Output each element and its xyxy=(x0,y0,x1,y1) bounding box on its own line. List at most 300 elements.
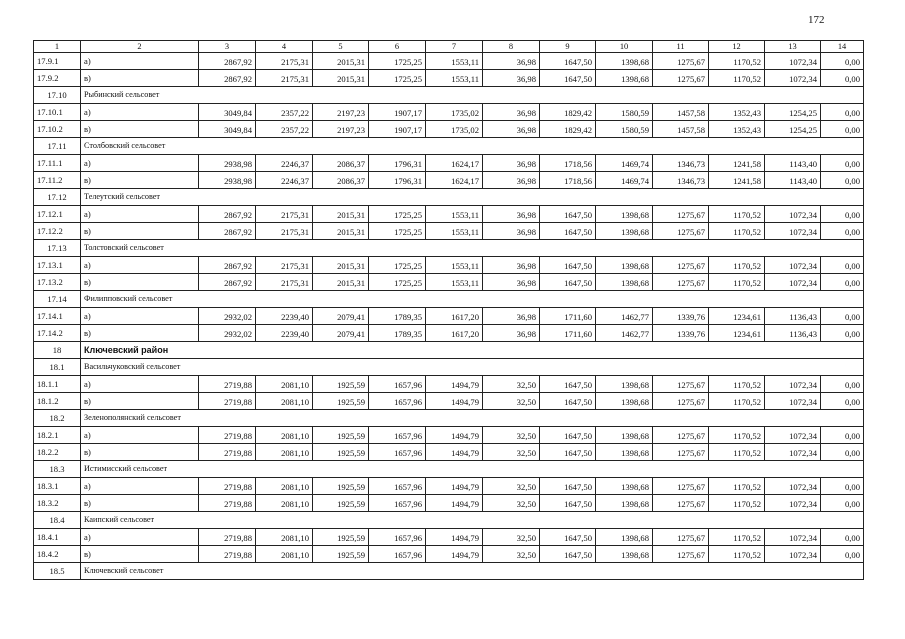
row-code: 18.1.1 xyxy=(34,376,81,393)
value-cell: 2081,10 xyxy=(256,546,313,563)
header-row xyxy=(34,41,864,53)
value-cell: 1170,52 xyxy=(709,223,765,240)
value-cell: 1553,11 xyxy=(426,257,483,274)
row-code: 17.13.1 xyxy=(34,257,81,274)
table-row xyxy=(34,223,864,240)
section-row xyxy=(34,359,864,376)
value-cell: 1925,59 xyxy=(313,529,369,546)
value-cell: 1494,79 xyxy=(426,393,483,410)
value-cell: 1275,67 xyxy=(653,495,709,512)
settlement-name: Васильчуковский сельсовет xyxy=(81,359,864,376)
value-cell: 1398,68 xyxy=(596,529,653,546)
value-cell: 1907,17 xyxy=(369,121,426,138)
value-cell: 1275,67 xyxy=(653,444,709,461)
value-cell: 1647,50 xyxy=(540,206,596,223)
column-header: 9 xyxy=(540,41,596,53)
value-cell: 1553,11 xyxy=(426,223,483,240)
row-label: а) xyxy=(81,376,199,393)
value-cell: 1234,61 xyxy=(709,325,765,342)
settlement-name: Столбовский сельсовет xyxy=(81,138,864,155)
value-cell: 0,00 xyxy=(821,155,864,172)
value-cell: 0,00 xyxy=(821,308,864,325)
row-code: 18.4.2 xyxy=(34,546,81,563)
value-cell: 1647,50 xyxy=(540,478,596,495)
settlement-name: Телеутский сельсовет xyxy=(81,189,864,206)
value-cell: 32,50 xyxy=(483,478,540,495)
value-cell: 1275,67 xyxy=(653,274,709,291)
column-header: 13 xyxy=(765,41,821,53)
value-cell: 1494,79 xyxy=(426,546,483,563)
value-cell: 32,50 xyxy=(483,393,540,410)
row-code: 17.10 xyxy=(34,87,81,104)
value-cell: 1170,52 xyxy=(709,393,765,410)
row-code: 18.4 xyxy=(34,512,81,529)
row-label: а) xyxy=(81,427,199,444)
value-cell: 1275,67 xyxy=(653,546,709,563)
row-code: 18 xyxy=(34,342,81,359)
row-label: в) xyxy=(81,274,199,291)
row-label: а) xyxy=(81,257,199,274)
table-row xyxy=(34,495,864,512)
table-row xyxy=(34,70,864,87)
value-cell: 2239,40 xyxy=(256,325,313,342)
section-row xyxy=(34,512,864,529)
value-cell: 2867,92 xyxy=(199,257,256,274)
value-cell: 1657,96 xyxy=(369,495,426,512)
section-row xyxy=(34,87,864,104)
value-cell: 1275,67 xyxy=(653,393,709,410)
value-cell: 1657,96 xyxy=(369,546,426,563)
section-row xyxy=(34,563,864,580)
row-code: 17.14 xyxy=(34,291,81,308)
table-row xyxy=(34,393,864,410)
row-code: 17.10.2 xyxy=(34,121,81,138)
value-cell: 1398,68 xyxy=(596,478,653,495)
value-cell: 1170,52 xyxy=(709,376,765,393)
value-cell: 1624,17 xyxy=(426,155,483,172)
value-cell: 1398,68 xyxy=(596,376,653,393)
value-cell: 1275,67 xyxy=(653,427,709,444)
value-cell: 2867,92 xyxy=(199,206,256,223)
table-row xyxy=(34,546,864,563)
value-cell: 1072,34 xyxy=(765,495,821,512)
value-cell: 2719,88 xyxy=(199,478,256,495)
value-cell: 1725,25 xyxy=(369,53,426,70)
value-cell: 1398,68 xyxy=(596,393,653,410)
table-row xyxy=(34,257,864,274)
value-cell: 1072,34 xyxy=(765,70,821,87)
value-cell: 2175,31 xyxy=(256,257,313,274)
value-cell: 1735,02 xyxy=(426,104,483,121)
table-row xyxy=(34,155,864,172)
value-cell: 1647,50 xyxy=(540,427,596,444)
value-cell: 2719,88 xyxy=(199,495,256,512)
row-label: в) xyxy=(81,325,199,342)
value-cell: 1072,34 xyxy=(765,546,821,563)
value-cell: 1647,50 xyxy=(540,223,596,240)
value-cell: 2867,92 xyxy=(199,53,256,70)
value-cell: 1398,68 xyxy=(596,546,653,563)
value-cell: 1553,11 xyxy=(426,206,483,223)
value-cell: 1580,59 xyxy=(596,121,653,138)
value-cell: 1725,25 xyxy=(369,206,426,223)
row-label: в) xyxy=(81,444,199,461)
row-label: в) xyxy=(81,121,199,138)
value-cell: 32,50 xyxy=(483,546,540,563)
row-label: в) xyxy=(81,70,199,87)
value-cell: 1494,79 xyxy=(426,376,483,393)
value-cell: 1234,61 xyxy=(709,308,765,325)
value-cell: 1494,79 xyxy=(426,478,483,495)
value-cell: 3049,84 xyxy=(199,121,256,138)
value-cell: 1072,34 xyxy=(765,223,821,240)
value-cell: 2175,31 xyxy=(256,206,313,223)
row-code: 18.2 xyxy=(34,410,81,427)
row-code: 17.11.2 xyxy=(34,172,81,189)
value-cell: 0,00 xyxy=(821,104,864,121)
row-label: а) xyxy=(81,104,199,121)
column-header: 6 xyxy=(369,41,426,53)
value-cell: 1398,68 xyxy=(596,444,653,461)
value-cell: 2086,37 xyxy=(313,155,369,172)
value-cell: 1647,50 xyxy=(540,376,596,393)
value-cell: 32,50 xyxy=(483,495,540,512)
section-row xyxy=(34,240,864,257)
value-cell: 2015,31 xyxy=(313,206,369,223)
value-cell: 1657,96 xyxy=(369,444,426,461)
value-cell: 1275,67 xyxy=(653,529,709,546)
value-cell: 1072,34 xyxy=(765,376,821,393)
table-row xyxy=(34,376,864,393)
value-cell: 1398,68 xyxy=(596,257,653,274)
value-cell: 0,00 xyxy=(821,121,864,138)
value-cell: 36,98 xyxy=(483,53,540,70)
value-cell: 1494,79 xyxy=(426,529,483,546)
value-cell: 0,00 xyxy=(821,546,864,563)
value-cell: 1136,43 xyxy=(765,308,821,325)
value-cell: 36,98 xyxy=(483,155,540,172)
value-cell: 1718,56 xyxy=(540,155,596,172)
value-cell: 1254,25 xyxy=(765,104,821,121)
column-header: 12 xyxy=(709,41,765,53)
value-cell: 1617,20 xyxy=(426,308,483,325)
value-cell: 0,00 xyxy=(821,53,864,70)
value-cell: 1398,68 xyxy=(596,495,653,512)
row-label: а) xyxy=(81,206,199,223)
value-cell: 0,00 xyxy=(821,393,864,410)
tariff-table xyxy=(33,40,864,580)
value-cell: 1925,59 xyxy=(313,393,369,410)
value-cell: 1925,59 xyxy=(313,546,369,563)
value-cell: 1647,50 xyxy=(540,444,596,461)
value-cell: 1718,56 xyxy=(540,172,596,189)
value-cell: 1617,20 xyxy=(426,325,483,342)
table-row xyxy=(34,104,864,121)
section-row xyxy=(34,461,864,478)
value-cell: 1170,52 xyxy=(709,274,765,291)
value-cell: 2867,92 xyxy=(199,70,256,87)
column-header: 1 xyxy=(34,41,81,53)
row-code: 18.2.1 xyxy=(34,427,81,444)
district-name: Ключевский район xyxy=(81,342,864,359)
section-row xyxy=(34,291,864,308)
value-cell: 2081,10 xyxy=(256,495,313,512)
value-cell: 2719,88 xyxy=(199,529,256,546)
value-cell: 1925,59 xyxy=(313,427,369,444)
value-cell: 1170,52 xyxy=(709,206,765,223)
row-code: 17.14.1 xyxy=(34,308,81,325)
row-code: 18.3.1 xyxy=(34,478,81,495)
value-cell: 3049,84 xyxy=(199,104,256,121)
value-cell: 36,98 xyxy=(483,274,540,291)
settlement-name: Истимисский сельсовет xyxy=(81,461,864,478)
value-cell: 1072,34 xyxy=(765,257,821,274)
table-row xyxy=(34,172,864,189)
section-row xyxy=(34,138,864,155)
value-cell: 1657,96 xyxy=(369,376,426,393)
value-cell: 2015,31 xyxy=(313,70,369,87)
row-code: 18.2.2 xyxy=(34,444,81,461)
value-cell: 2246,37 xyxy=(256,172,313,189)
value-cell: 0,00 xyxy=(821,427,864,444)
value-cell: 2938,98 xyxy=(199,172,256,189)
value-cell: 1647,50 xyxy=(540,70,596,87)
value-cell: 1457,58 xyxy=(653,121,709,138)
row-code: 17.10.1 xyxy=(34,104,81,121)
table-body xyxy=(34,41,864,580)
value-cell: 2015,31 xyxy=(313,53,369,70)
row-label: в) xyxy=(81,393,199,410)
value-cell: 1647,50 xyxy=(540,393,596,410)
column-header: 4 xyxy=(256,41,313,53)
value-cell: 0,00 xyxy=(821,70,864,87)
value-cell: 1553,11 xyxy=(426,53,483,70)
value-cell: 36,98 xyxy=(483,257,540,274)
row-code: 17.13.2 xyxy=(34,274,81,291)
value-cell: 2175,31 xyxy=(256,223,313,240)
value-cell: 1346,73 xyxy=(653,155,709,172)
value-cell: 1907,17 xyxy=(369,104,426,121)
row-code: 18.1.2 xyxy=(34,393,81,410)
column-header: 3 xyxy=(199,41,256,53)
value-cell: 0,00 xyxy=(821,495,864,512)
value-cell: 1170,52 xyxy=(709,70,765,87)
value-cell: 0,00 xyxy=(821,274,864,291)
value-cell: 1462,77 xyxy=(596,325,653,342)
value-cell: 2938,98 xyxy=(199,155,256,172)
value-cell: 1580,59 xyxy=(596,104,653,121)
value-cell: 32,50 xyxy=(483,376,540,393)
value-cell: 1398,68 xyxy=(596,223,653,240)
table-row xyxy=(34,529,864,546)
value-cell: 2719,88 xyxy=(199,393,256,410)
value-cell: 0,00 xyxy=(821,529,864,546)
value-cell: 1925,59 xyxy=(313,478,369,495)
value-cell: 1725,25 xyxy=(369,70,426,87)
value-cell: 0,00 xyxy=(821,478,864,495)
value-cell: 1796,31 xyxy=(369,172,426,189)
value-cell: 2081,10 xyxy=(256,427,313,444)
value-cell: 1275,67 xyxy=(653,257,709,274)
value-cell: 1170,52 xyxy=(709,478,765,495)
value-cell: 2867,92 xyxy=(199,223,256,240)
column-header: 8 xyxy=(483,41,540,53)
settlement-name: Рыбинский сельсовет xyxy=(81,87,864,104)
table-row xyxy=(34,478,864,495)
value-cell: 1925,59 xyxy=(313,444,369,461)
value-cell: 1647,50 xyxy=(540,546,596,563)
value-cell: 2081,10 xyxy=(256,444,313,461)
value-cell: 1170,52 xyxy=(709,53,765,70)
value-cell: 2175,31 xyxy=(256,274,313,291)
value-cell: 1457,58 xyxy=(653,104,709,121)
section-row xyxy=(34,410,864,427)
value-cell: 2867,92 xyxy=(199,274,256,291)
value-cell: 1711,60 xyxy=(540,325,596,342)
row-code: 17.12.2 xyxy=(34,223,81,240)
value-cell: 1398,68 xyxy=(596,206,653,223)
value-cell: 1275,67 xyxy=(653,206,709,223)
value-cell: 1072,34 xyxy=(765,478,821,495)
value-cell: 2079,41 xyxy=(313,325,369,342)
value-cell: 1647,50 xyxy=(540,257,596,274)
row-label: а) xyxy=(81,478,199,495)
value-cell: 1789,35 xyxy=(369,308,426,325)
value-cell: 2175,31 xyxy=(256,70,313,87)
value-cell: 1072,34 xyxy=(765,274,821,291)
value-cell: 2719,88 xyxy=(199,444,256,461)
row-code: 17.12 xyxy=(34,189,81,206)
value-cell: 1647,50 xyxy=(540,529,596,546)
value-cell: 1275,67 xyxy=(653,53,709,70)
row-label: в) xyxy=(81,223,199,240)
row-code: 18.1 xyxy=(34,359,81,376)
value-cell: 1711,60 xyxy=(540,308,596,325)
value-cell: 2015,31 xyxy=(313,257,369,274)
value-cell: 1657,96 xyxy=(369,529,426,546)
row-code: 17.11 xyxy=(34,138,81,155)
value-cell: 1494,79 xyxy=(426,444,483,461)
row-label: а) xyxy=(81,53,199,70)
value-cell: 1143,40 xyxy=(765,155,821,172)
value-cell: 1072,34 xyxy=(765,206,821,223)
value-cell: 36,98 xyxy=(483,121,540,138)
value-cell: 1553,11 xyxy=(426,274,483,291)
value-cell: 1143,40 xyxy=(765,172,821,189)
value-cell: 0,00 xyxy=(821,206,864,223)
value-cell: 1462,77 xyxy=(596,308,653,325)
value-cell: 1398,68 xyxy=(596,427,653,444)
value-cell: 1352,43 xyxy=(709,104,765,121)
value-cell: 1275,67 xyxy=(653,70,709,87)
value-cell: 2079,41 xyxy=(313,308,369,325)
value-cell: 1170,52 xyxy=(709,444,765,461)
value-cell: 1346,73 xyxy=(653,172,709,189)
value-cell: 1553,11 xyxy=(426,70,483,87)
row-code: 17.9.1 xyxy=(34,53,81,70)
column-header: 10 xyxy=(596,41,653,53)
value-cell: 2081,10 xyxy=(256,393,313,410)
value-cell: 2719,88 xyxy=(199,546,256,563)
page-number: 172 xyxy=(808,14,825,26)
value-cell: 2357,22 xyxy=(256,121,313,138)
value-cell: 1170,52 xyxy=(709,257,765,274)
table-row xyxy=(34,427,864,444)
row-code: 17.14.2 xyxy=(34,325,81,342)
value-cell: 1398,68 xyxy=(596,70,653,87)
settlement-name: Ключевский сельсовет xyxy=(81,563,864,580)
row-code: 17.9.2 xyxy=(34,70,81,87)
table-row xyxy=(34,325,864,342)
value-cell: 2197,23 xyxy=(313,121,369,138)
value-cell: 0,00 xyxy=(821,223,864,240)
value-cell: 1647,50 xyxy=(540,274,596,291)
column-header: 11 xyxy=(653,41,709,53)
column-header: 14 xyxy=(821,41,864,53)
value-cell: 36,98 xyxy=(483,325,540,342)
value-cell: 1275,67 xyxy=(653,223,709,240)
value-cell: 1624,17 xyxy=(426,172,483,189)
value-cell: 36,98 xyxy=(483,223,540,240)
value-cell: 1829,42 xyxy=(540,104,596,121)
value-cell: 2081,10 xyxy=(256,478,313,495)
value-cell: 1725,25 xyxy=(369,223,426,240)
value-cell: 1352,43 xyxy=(709,121,765,138)
value-cell: 2086,37 xyxy=(313,172,369,189)
value-cell: 1494,79 xyxy=(426,495,483,512)
row-code: 17.11.1 xyxy=(34,155,81,172)
value-cell: 1398,68 xyxy=(596,274,653,291)
value-cell: 1072,34 xyxy=(765,427,821,444)
settlement-name: Зеленополянский сельсовет xyxy=(81,410,864,427)
value-cell: 2239,40 xyxy=(256,308,313,325)
value-cell: 1725,25 xyxy=(369,257,426,274)
value-cell: 1072,34 xyxy=(765,53,821,70)
value-cell: 0,00 xyxy=(821,257,864,274)
column-header: 2 xyxy=(81,41,199,53)
value-cell: 1275,67 xyxy=(653,478,709,495)
row-label: в) xyxy=(81,546,199,563)
value-cell: 32,50 xyxy=(483,444,540,461)
column-header: 7 xyxy=(426,41,483,53)
value-cell: 1469,74 xyxy=(596,155,653,172)
value-cell: 1657,96 xyxy=(369,427,426,444)
table-row xyxy=(34,274,864,291)
value-cell: 1241,58 xyxy=(709,155,765,172)
value-cell: 1170,52 xyxy=(709,427,765,444)
value-cell: 1072,34 xyxy=(765,393,821,410)
value-cell: 32,50 xyxy=(483,427,540,444)
value-cell: 1170,52 xyxy=(709,546,765,563)
value-cell: 1254,25 xyxy=(765,121,821,138)
row-label: а) xyxy=(81,308,199,325)
value-cell: 0,00 xyxy=(821,172,864,189)
settlement-name: Филипповский сельсовет xyxy=(81,291,864,308)
value-cell: 2015,31 xyxy=(313,274,369,291)
value-cell: 2932,02 xyxy=(199,325,256,342)
row-code: 18.5 xyxy=(34,563,81,580)
row-code: 17.13 xyxy=(34,240,81,257)
table-row xyxy=(34,308,864,325)
value-cell: 36,98 xyxy=(483,172,540,189)
value-cell: 1735,02 xyxy=(426,121,483,138)
value-cell: 36,98 xyxy=(483,206,540,223)
value-cell: 1170,52 xyxy=(709,495,765,512)
value-cell: 1647,50 xyxy=(540,53,596,70)
table-row xyxy=(34,121,864,138)
value-cell: 1789,35 xyxy=(369,325,426,342)
value-cell: 1796,31 xyxy=(369,155,426,172)
